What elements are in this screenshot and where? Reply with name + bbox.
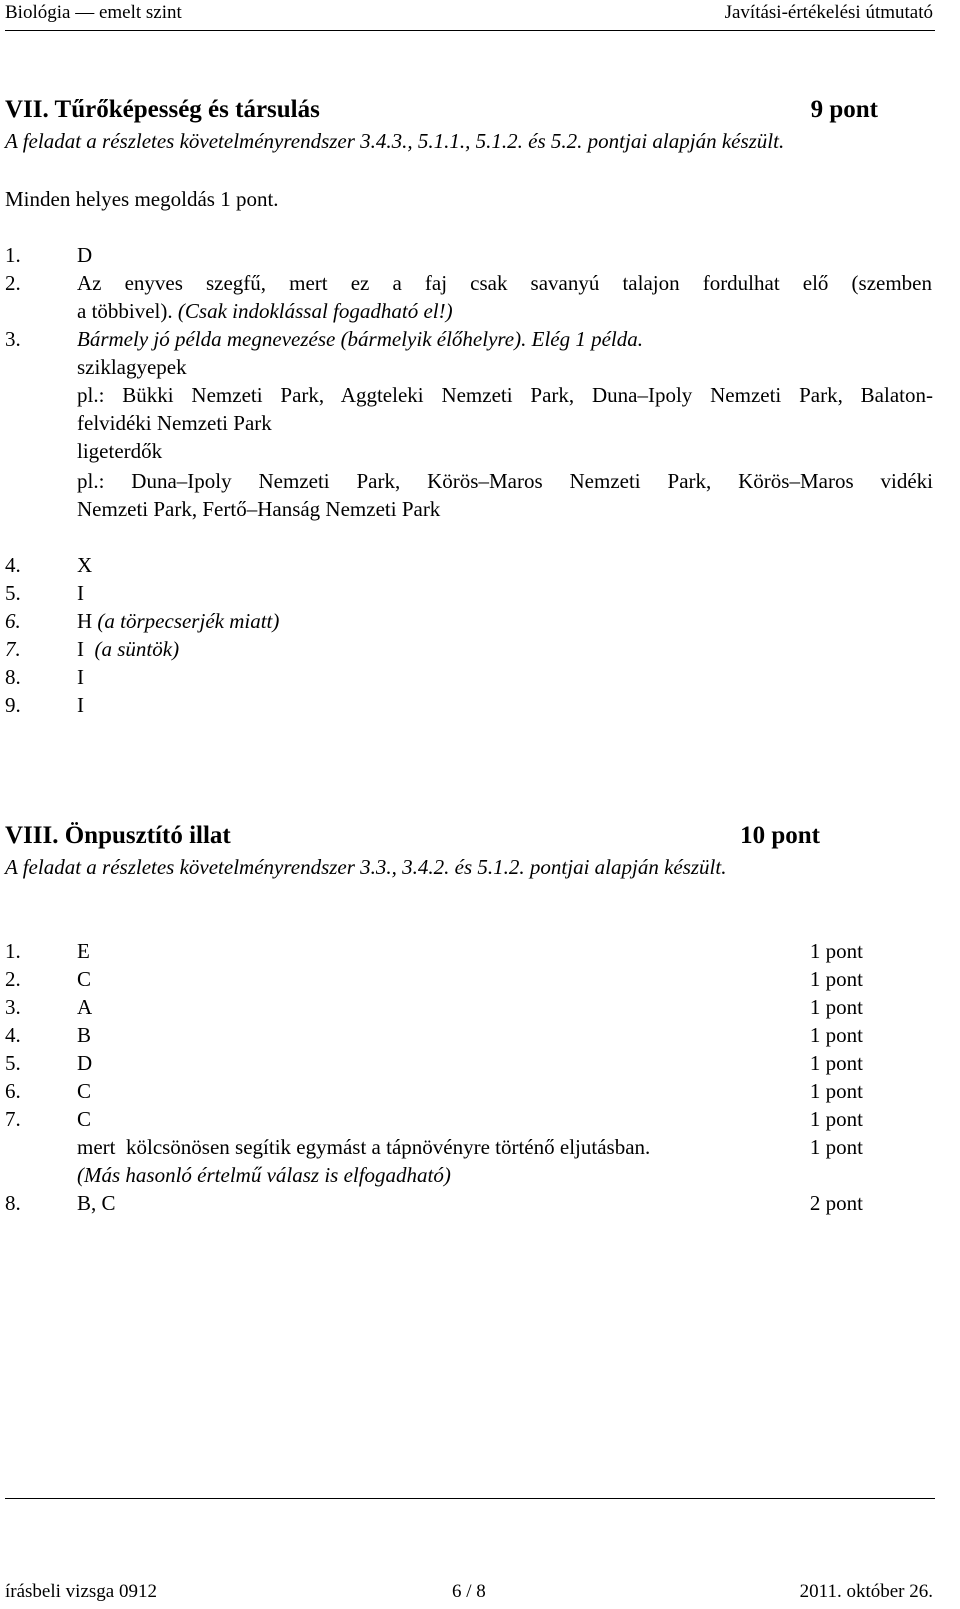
answer-number: 1.	[5, 939, 21, 963]
habitat-example-2-line2: Nemzeti Park, Fertő–Hanság Nemzeti Park	[77, 497, 441, 521]
answer-number: 7.	[5, 637, 21, 661]
answer-number: 5.	[5, 1051, 21, 1075]
answer-text: X	[77, 553, 93, 577]
header-rule	[5, 30, 935, 31]
answer-text: B	[77, 1023, 92, 1047]
answer-number: 8.	[5, 665, 21, 689]
answer-number: 4.	[5, 1023, 21, 1047]
answer-text: B, C	[77, 1191, 116, 1215]
answer-text: a többivel).	[77, 299, 178, 323]
answer-text: I	[77, 637, 84, 661]
answer-note: (a törpecserjék miatt)	[92, 609, 280, 633]
header-right: Javítási-értékelési útmutató	[724, 2, 933, 23]
answer-number: 5.	[5, 581, 21, 605]
answer-text: I	[77, 693, 84, 717]
section7-title: VII. Tűrőképesség és társulás	[5, 96, 320, 123]
answer-points: 1 pont	[809, 1107, 863, 1131]
example-text: pl.: Duna–Ipoly Nemzeti Park, Körös–Maros Nemzeti Park, Körös–Maros vidéki	[77, 469, 933, 493]
habitat-example-1-line2: felvidéki Nemzeti Park	[77, 411, 272, 435]
answer-number: 4.	[5, 553, 21, 577]
footer-page-number: 6 / 8	[452, 1581, 486, 1602]
answer-text: Az enyves szegfű, mert ez a faj csak savanyú talajon fordulhat elő (szemben	[77, 271, 932, 295]
answer-text: I	[77, 665, 84, 689]
answer-text: mert kölcsönösen segítik egymást a tápnövényre történő eljutásban.	[77, 1135, 651, 1159]
answer-number: 6.	[5, 609, 21, 633]
answer-points: 1 pont	[809, 1051, 863, 1075]
footer-right: 2011. október 26.	[799, 1581, 933, 1602]
habitat-heading-2: ligeterdők	[77, 439, 163, 463]
footer-left: írásbeli vizsga 0912	[5, 1581, 157, 1602]
answer-text: C	[77, 1079, 92, 1103]
answer-points: 1 pont	[809, 1023, 863, 1047]
answer-number: 3.	[5, 995, 21, 1019]
header-left: Biológia — emelt szint	[5, 2, 182, 23]
answer-points: 1 pont	[809, 967, 863, 991]
answer-number: 3.	[5, 327, 21, 351]
answer-text: C	[77, 1107, 92, 1131]
answer-points: 1 pont	[809, 939, 863, 963]
answer-note: (Csak indoklással fogadható el!)	[177, 299, 453, 323]
answer-text: D	[77, 1051, 93, 1075]
answer-text: A	[77, 995, 93, 1019]
answer-number: 8.	[5, 1191, 21, 1215]
answer-number: 6.	[5, 1079, 21, 1103]
section7-points: 9 pont	[810, 96, 878, 123]
answer-text: H	[77, 609, 93, 633]
section8-subtitle: A feladat a részletes követelményrendszer 3.3., 3.4.2. és 5.1.2. pontjai alapján készült.	[5, 855, 727, 879]
example-text: pl.: Bükki Nemzeti Park, Aggteleki Nemzeti Park, Duna–Ipoly Nemzeti Park, Balaton-	[77, 383, 933, 407]
answer-text: C	[77, 967, 92, 991]
section7-intro: Minden helyes megoldás 1 pont.	[5, 187, 279, 211]
answer-number: 1.	[5, 243, 21, 267]
answer-text: Bármely jó példa megnevezése (bármelyik élőhelyre). Elég 1 példa.	[77, 327, 644, 351]
section8-title: VIII. Önpusztító illat	[5, 822, 231, 849]
habitat-example-1	[0, 381, 960, 409]
answer-note: (a süntök)	[84, 637, 180, 661]
habitat-example-2	[0, 467, 960, 495]
s8-answer-7-note: (Más hasonló értelmű válasz is elfogadható)	[77, 1163, 451, 1187]
answer-points: 1 pont	[809, 1079, 863, 1103]
answer-points: 2 pont	[809, 1191, 863, 1215]
answer-text: E	[77, 939, 90, 963]
section7-subtitle: A feladat a részletes követelményrendszer 3.4.3., 5.1.1., 5.1.2. és 5.2. pontjai alapján készült.	[5, 129, 785, 153]
answer-text: D	[77, 243, 93, 267]
answer-number: 2.	[5, 967, 21, 991]
answer-points: 1 pont	[809, 1135, 863, 1159]
answer-points: 1 pont	[809, 995, 863, 1019]
answer-number: 9.	[5, 693, 21, 717]
section8-points: 10 pont	[740, 822, 820, 849]
answer-number: 7.	[5, 1107, 21, 1131]
answer-number: 2.	[5, 271, 21, 295]
answer-2-line2	[77, 297, 453, 325]
answer-text: I	[77, 581, 84, 605]
habitat-heading-1: sziklagyepek	[77, 355, 187, 379]
footer-rule	[5, 1498, 935, 1499]
answer-2	[0, 269, 960, 297]
